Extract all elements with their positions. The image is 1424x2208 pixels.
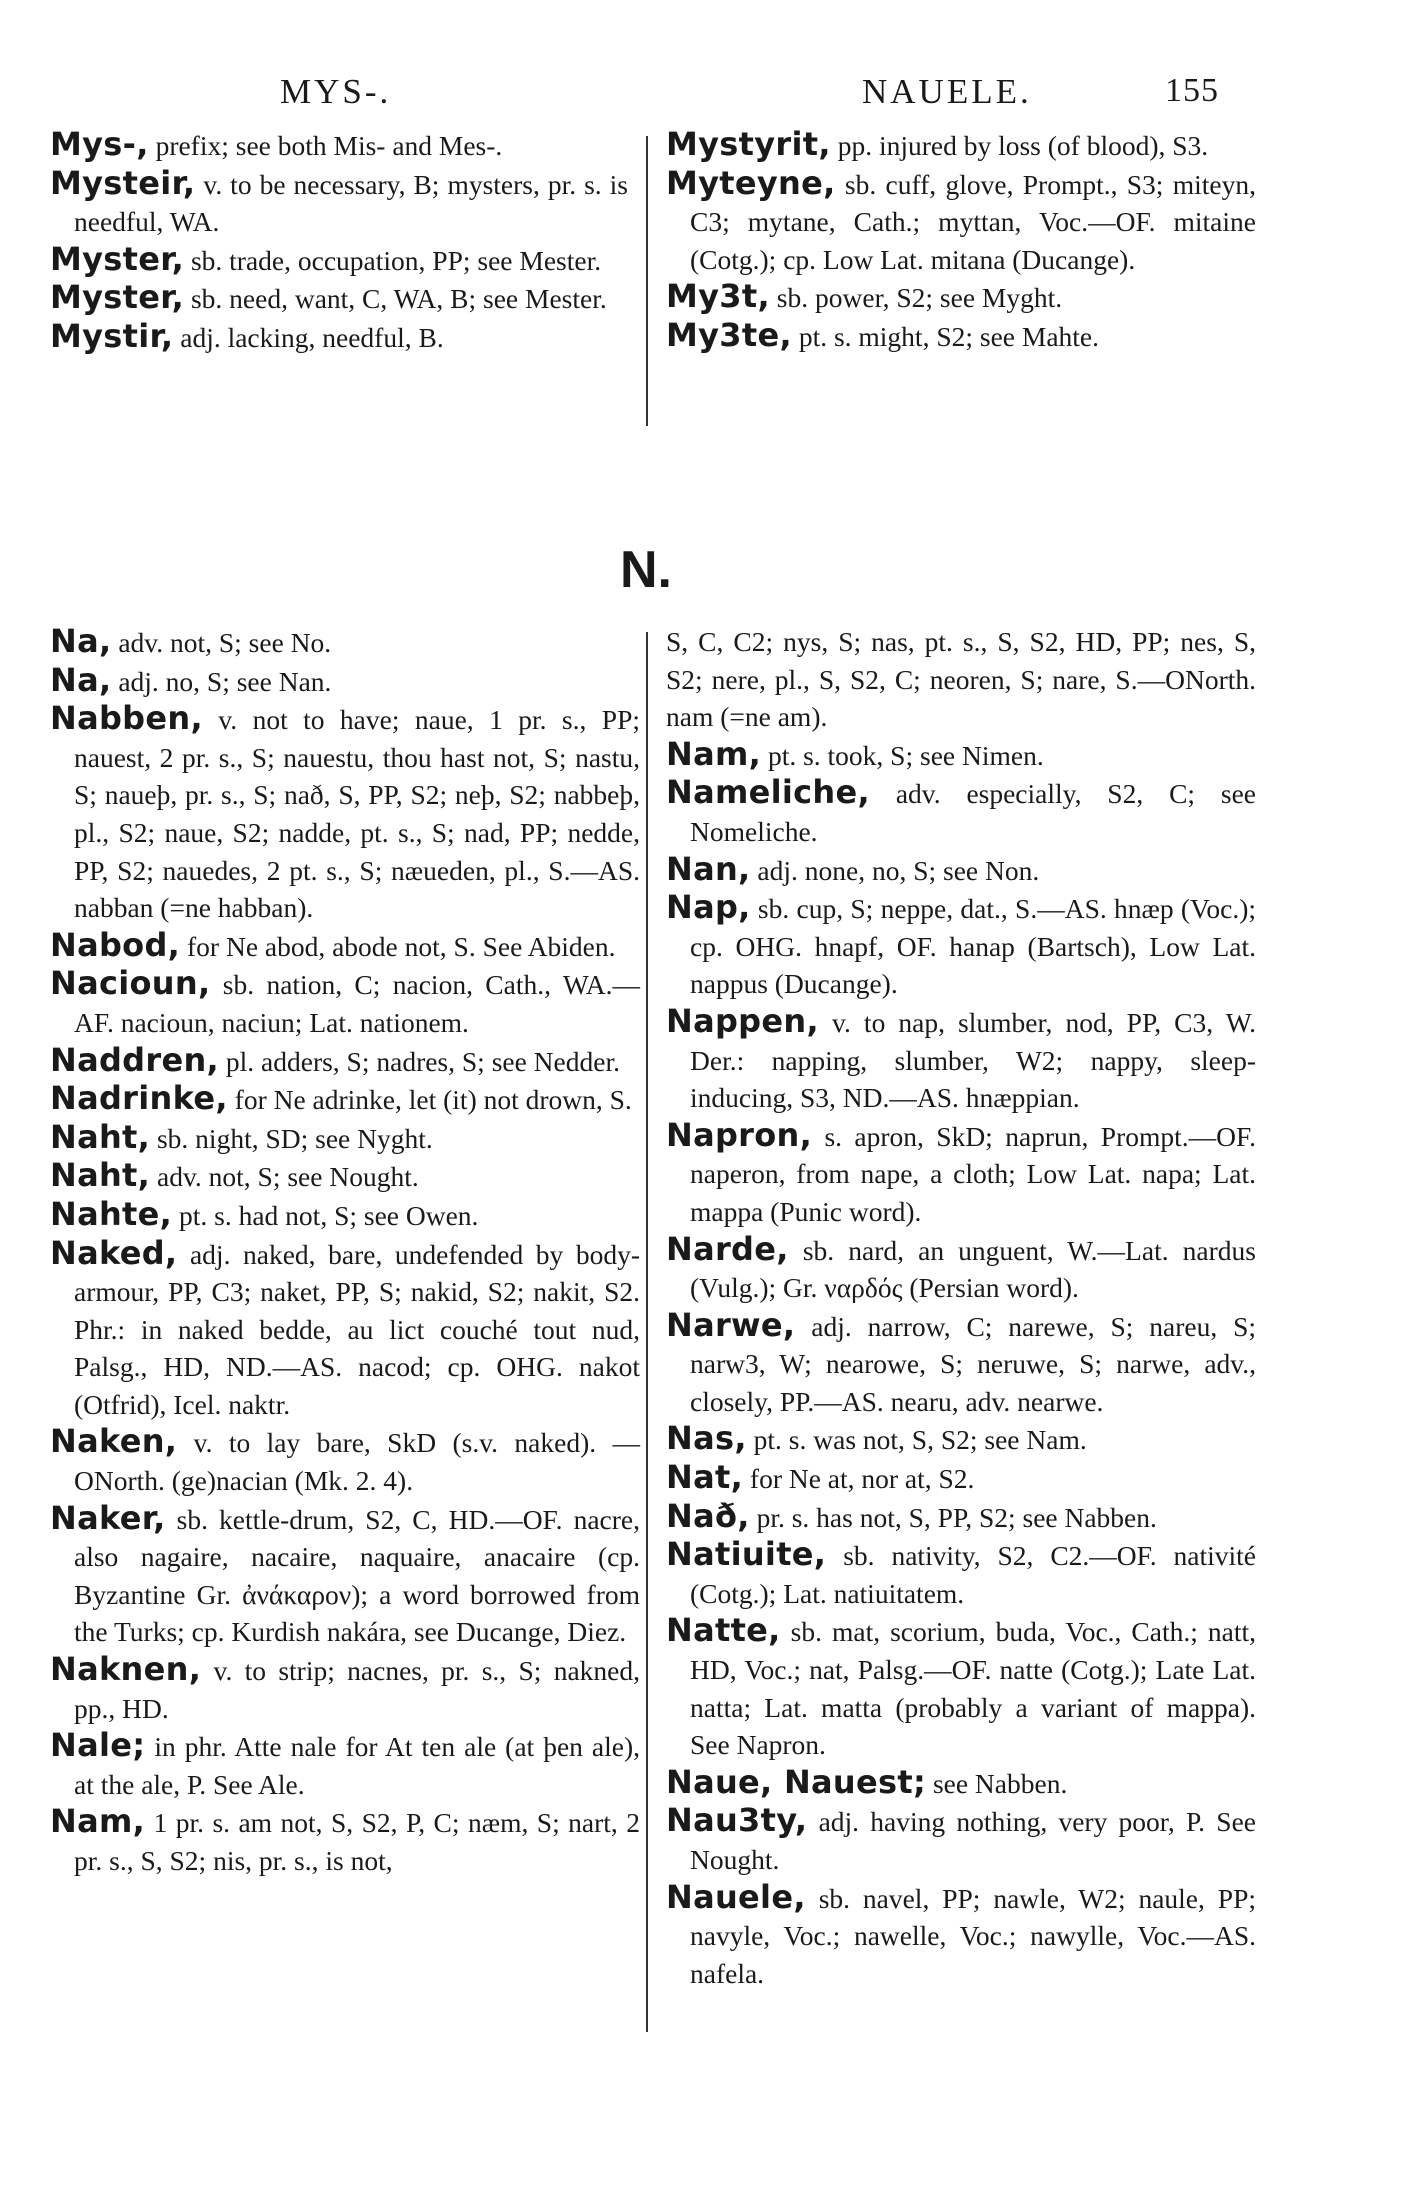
main-right-entries bbox=[666, 736, 1256, 1993]
entry-headword: Nam, bbox=[50, 1802, 146, 1841]
entry-headword: Na, bbox=[50, 660, 112, 699]
dictionary-entry bbox=[666, 1003, 1256, 1117]
dictionary-entry bbox=[666, 1307, 1256, 1421]
entry-headword: Mystyrit, bbox=[666, 125, 831, 163]
dictionary-entry bbox=[666, 889, 1256, 1003]
running-head-left: MYS-. bbox=[280, 72, 392, 111]
entry-headword: Nacioun, bbox=[50, 964, 211, 1003]
entry-headword: Naue, Nauest; bbox=[666, 1762, 927, 1801]
dictionary-entry bbox=[50, 241, 628, 280]
entry-definition: v. to nap, slumber, nod, PP, C3, W. Der.: napping, slumber, W2; nappy, sleep-inducing, S3, ND.—AS. hnæppian. bbox=[690, 1006, 1257, 1114]
continued-entry: S, C, C2; nys, S; nas, pt. s., S, S2, HD, PP; nes, S, S2; nere, pl., S, S2, C; neoren, S; nare, S.—ONorth. nam (=ne am). bbox=[666, 626, 1256, 733]
entry-definition: adj. lacking, needful, B. bbox=[180, 321, 444, 353]
dictionary-entry bbox=[666, 317, 1256, 356]
entry-definition: see Nabben. bbox=[932, 1767, 1068, 1799]
dictionary-entry bbox=[50, 1157, 640, 1196]
entry-definition: adj. no, S; see Nan. bbox=[118, 665, 332, 697]
entry-definition: adv. especially, S2, C; see Nomeliche. bbox=[690, 778, 1256, 847]
dictionary-entry bbox=[666, 1498, 1256, 1537]
dictionary-entry bbox=[50, 1080, 640, 1119]
dictionary-entry bbox=[50, 623, 640, 662]
entry-headword: Naker, bbox=[50, 1498, 166, 1537]
entry-headword: Nauele, bbox=[666, 1877, 806, 1916]
dictionary-entry bbox=[50, 1423, 640, 1499]
dictionary-entry bbox=[666, 165, 1256, 279]
entry-definition: sb. cup, S; neppe, dat., S.—AS. hnæp (Voc.); cp. OHG. hnapf, OF. hanap (Bartsch), Low Lat. nappus (Ducange). bbox=[690, 893, 1256, 1000]
dictionary-entry bbox=[50, 1500, 640, 1651]
entry-headword: Nahte, bbox=[50, 1194, 173, 1233]
entry-headword: Nabben, bbox=[50, 699, 203, 738]
entry-definition: sb. nard, an unguent, W.—Lat. nardus (Vulg.); Gr. ναρδός (Persian word). bbox=[690, 1234, 1257, 1304]
dictionary-entry bbox=[666, 774, 1256, 850]
entry-headword: Narde, bbox=[666, 1229, 789, 1268]
dictionary-entry bbox=[50, 1042, 640, 1081]
entry-definition: pt. s. might, S2; see Mahte. bbox=[798, 320, 1100, 352]
main-right-column bbox=[666, 623, 1256, 1992]
top-right-column bbox=[666, 126, 1256, 356]
entry-definition: pp. injured by loss (of blood), S3. bbox=[837, 130, 1209, 161]
entry-headword: Naken, bbox=[50, 1422, 178, 1461]
entry-headword: My3te, bbox=[666, 315, 792, 354]
page-number: 155 bbox=[1165, 72, 1219, 109]
entry-definition: sb. mat, scorium, buda, Voc., Cath.; natt, HD, Voc.; nat, Palsg.—OF. natte (Cotg.); Late Lat. natta; Lat. matta (probably a variant of mappa). See Napron. bbox=[690, 1616, 1256, 1761]
entry-headword: Nap, bbox=[666, 888, 751, 927]
entry-definition: for Ne abod, abode not, S. See Abiden. bbox=[187, 930, 616, 962]
dictionary-entry bbox=[50, 1235, 640, 1424]
entry-definition: adv. not, S; see No. bbox=[118, 627, 332, 658]
dictionary-entry bbox=[666, 278, 1256, 317]
dictionary-entry bbox=[666, 1117, 1256, 1231]
entry-definition: sb. navel, PP; nawle, W2; naule, PP; navyle, Voc.; nawelle, Voc.; nawylle, Voc.—AS. nafela. bbox=[690, 1882, 1257, 1989]
entry-headword: Nameliche, bbox=[666, 773, 870, 812]
entry-headword: Myteyne, bbox=[666, 163, 836, 202]
dictionary-entry bbox=[50, 1651, 640, 1727]
dictionary-entry bbox=[666, 736, 1256, 775]
entry-headword: Natte, bbox=[666, 1611, 781, 1650]
entry-definition: 1 pr. s. am not, S, S2, P, C; næm, S; nart, 2 pr. s., S, S2; nis, pr. s., is not, bbox=[74, 1807, 640, 1876]
entry-headword: Naht, bbox=[50, 1156, 151, 1195]
entry-headword: Nam, bbox=[666, 734, 762, 773]
entry-definition: pl. adders, S; nadres, S; see Nedder. bbox=[225, 1045, 620, 1077]
entry-definition: adj. none, no, S; see Non. bbox=[757, 854, 1040, 886]
dictionary-entry bbox=[666, 1612, 1256, 1763]
dictionary-entry bbox=[50, 1727, 640, 1803]
entry-definition: s. apron, SkD; naprun, Prompt.—OF. naperon, from nape, a cloth; Low Lat. napa; Lat. mappa (Punic word). bbox=[690, 1120, 1256, 1227]
entry-definition: adv. not, S; see Nought. bbox=[156, 1161, 419, 1193]
entry-headword: Nan, bbox=[666, 849, 751, 888]
dictionary-entry bbox=[50, 1119, 640, 1158]
entry-definition: v. not to have; naue, 1 pr. s., PP; nauest, 2 pr. s., S; nauestu, thou hast not, S; nastu, S; naueþ, pr. s., S; nað, S, PP, S2; neþ, S2; nabbeþ, pl., S2; naue, S2; nadde, pt. s., S; nad, PP; nedde, PP, S2; nauedes, 2 pt. s., S; næueden, pl., S.—AS. nabban (=ne habban). bbox=[74, 704, 640, 924]
entry-definition: adj. narrow, C; narewe, S; nareu, S; narw3, W; nearowe, S; neruwe, S; narwe, adv., closely, PP.—AS. nearu, adv. nearwe. bbox=[690, 1310, 1256, 1417]
entry-definition: sb. kettle-drum, S2, C, HD.—OF. nacre, also nagaire, nacaire, naquaire, anacaire (cp. Byzantine Gr. ἀνάκαρον); a word borrowed from the Turks; cp. Kurdish nakára, see Ducange, Diez. bbox=[74, 1503, 641, 1648]
dictionary-entry bbox=[666, 1802, 1256, 1878]
entry-headword: Naht, bbox=[50, 1117, 151, 1156]
entry-headword: Naddren, bbox=[50, 1040, 220, 1079]
section-letter: N. bbox=[620, 541, 672, 599]
entry-headword: Nau3ty, bbox=[666, 1801, 808, 1840]
dictionary-entry bbox=[666, 1231, 1256, 1307]
entry-headword: Nas, bbox=[666, 1419, 747, 1458]
entry-definition: prefix; see both Mis- and Mes-. bbox=[155, 130, 503, 161]
dictionary-entry bbox=[666, 1879, 1256, 1993]
dictionary-entry bbox=[50, 279, 628, 318]
dictionary-entry bbox=[50, 165, 628, 241]
entry-headword: Nadrinke, bbox=[50, 1079, 228, 1118]
dictionary-entry bbox=[666, 126, 1256, 165]
entry-definition: pt. s. had not, S; see Owen. bbox=[179, 1199, 479, 1231]
column-divider-top bbox=[646, 136, 648, 426]
entry-definition: sb. nation, C; nacion, Cath., WA.—AF. nacioun, naciun; Lat. nationem. bbox=[74, 969, 640, 1038]
entry-definition: sb. nativity, S2, C2.—OF. nativité (Cotg.); Lat. natiuitatem. bbox=[690, 1540, 1257, 1609]
entry-headword: Napron, bbox=[666, 1115, 813, 1154]
dictionary-entry bbox=[50, 927, 640, 966]
entry-headword: Narwe, bbox=[666, 1305, 796, 1344]
entry-definition: for Ne at, nor at, S2. bbox=[749, 1463, 975, 1495]
entry-headword: Naked, bbox=[50, 1233, 178, 1272]
dictionary-entry bbox=[666, 1536, 1256, 1612]
entry-headword: Naknen, bbox=[50, 1650, 202, 1689]
entry-headword: Nað, bbox=[666, 1496, 750, 1535]
top-left-column bbox=[50, 126, 628, 357]
entry-definition: v. to lay bare, SkD (s.v. naked). —ONorth. (ge)nacian (Mk. 2. 4). bbox=[74, 1427, 640, 1497]
entry-definition: pr. s. has not, S, PP, S2; see Nabben. bbox=[756, 1501, 1157, 1533]
dictionary-entry bbox=[666, 1420, 1256, 1459]
dictionary-entry bbox=[666, 1459, 1256, 1498]
entry-definition: v. to be necessary, B; mysters, pr. s. is needful, WA. bbox=[74, 168, 629, 238]
entry-headword: Na, bbox=[50, 622, 112, 660]
entry-definition: in phr. Atte nale for At ten ale (at þen ale), at the ale, P. See Ale. bbox=[74, 1731, 641, 1800]
entry-headword: Natiuite, bbox=[666, 1535, 827, 1574]
entry-definition: sb. power, S2; see Myght. bbox=[776, 282, 1063, 314]
entry-definition: adj. naked, bare, undefended by body-armour, PP, C3; naket, PP, S; nakid, S2; nakit, S2. Phr.: in naked bedde, au lict couché tout nud, Palsg., HD, ND.—AS. nacod; cp. OHG. nakot (Otfrid), Icel. naktr. bbox=[74, 1238, 641, 1420]
dictionary-entry bbox=[666, 1764, 1256, 1803]
entry-headword: Mystir, bbox=[50, 316, 174, 355]
dictionary-entry bbox=[50, 318, 628, 357]
entry-definition: sb. need, want, C, WA, B; see Mester. bbox=[190, 283, 607, 315]
dictionary-entry bbox=[50, 662, 640, 701]
dictionary-entry bbox=[50, 126, 628, 165]
main-left-column bbox=[50, 623, 640, 1880]
dictionary-entry bbox=[50, 1803, 640, 1879]
entry-definition: v. to strip; nacnes, pr. s., S; nakned, pp., HD. bbox=[74, 1655, 640, 1724]
entry-headword: Myster, bbox=[50, 239, 185, 278]
entry-headword: Nat, bbox=[666, 1458, 744, 1497]
running-head-right: NAUELE. bbox=[862, 72, 1032, 111]
dictionary-entry bbox=[666, 851, 1256, 890]
entry-definition: sb. trade, occupation, PP; see Mester. bbox=[190, 244, 602, 276]
entry-definition: sb. night, SD; see Nyght. bbox=[156, 1122, 433, 1154]
dictionary-entry bbox=[50, 1196, 640, 1235]
entry-definition: pt. s. was not, S, S2; see Nam. bbox=[753, 1424, 1087, 1456]
entry-headword: My3t, bbox=[666, 277, 770, 316]
entry-headword: Nale; bbox=[50, 1726, 146, 1765]
entry-definition: adj. having nothing, very poor, P. See Nought. bbox=[690, 1806, 1256, 1875]
column-divider-main bbox=[646, 632, 648, 2032]
entry-definition: pt. s. took, S; see Nimen. bbox=[767, 739, 1044, 771]
entry-headword: Mysteir, bbox=[50, 163, 196, 202]
dictionary-entry bbox=[50, 965, 640, 1041]
entry-definition: sb. cuff, glove, Prompt., S3; miteyn, C3; mytane, Cath.; myttan, Voc.—OF. mitaine (Cotg.); cp. Low Lat. mitana (Ducange). bbox=[690, 168, 1256, 275]
entry-headword: Myster, bbox=[50, 278, 185, 317]
entry-definition: for Ne adrinke, let (it) not drown, S. bbox=[234, 1084, 632, 1116]
dictionary-entry bbox=[50, 700, 640, 927]
entry-headword: Nappen, bbox=[666, 1001, 819, 1040]
entry-headword: Nabod, bbox=[50, 925, 181, 964]
entry-headword: Mys-, bbox=[50, 125, 149, 163]
